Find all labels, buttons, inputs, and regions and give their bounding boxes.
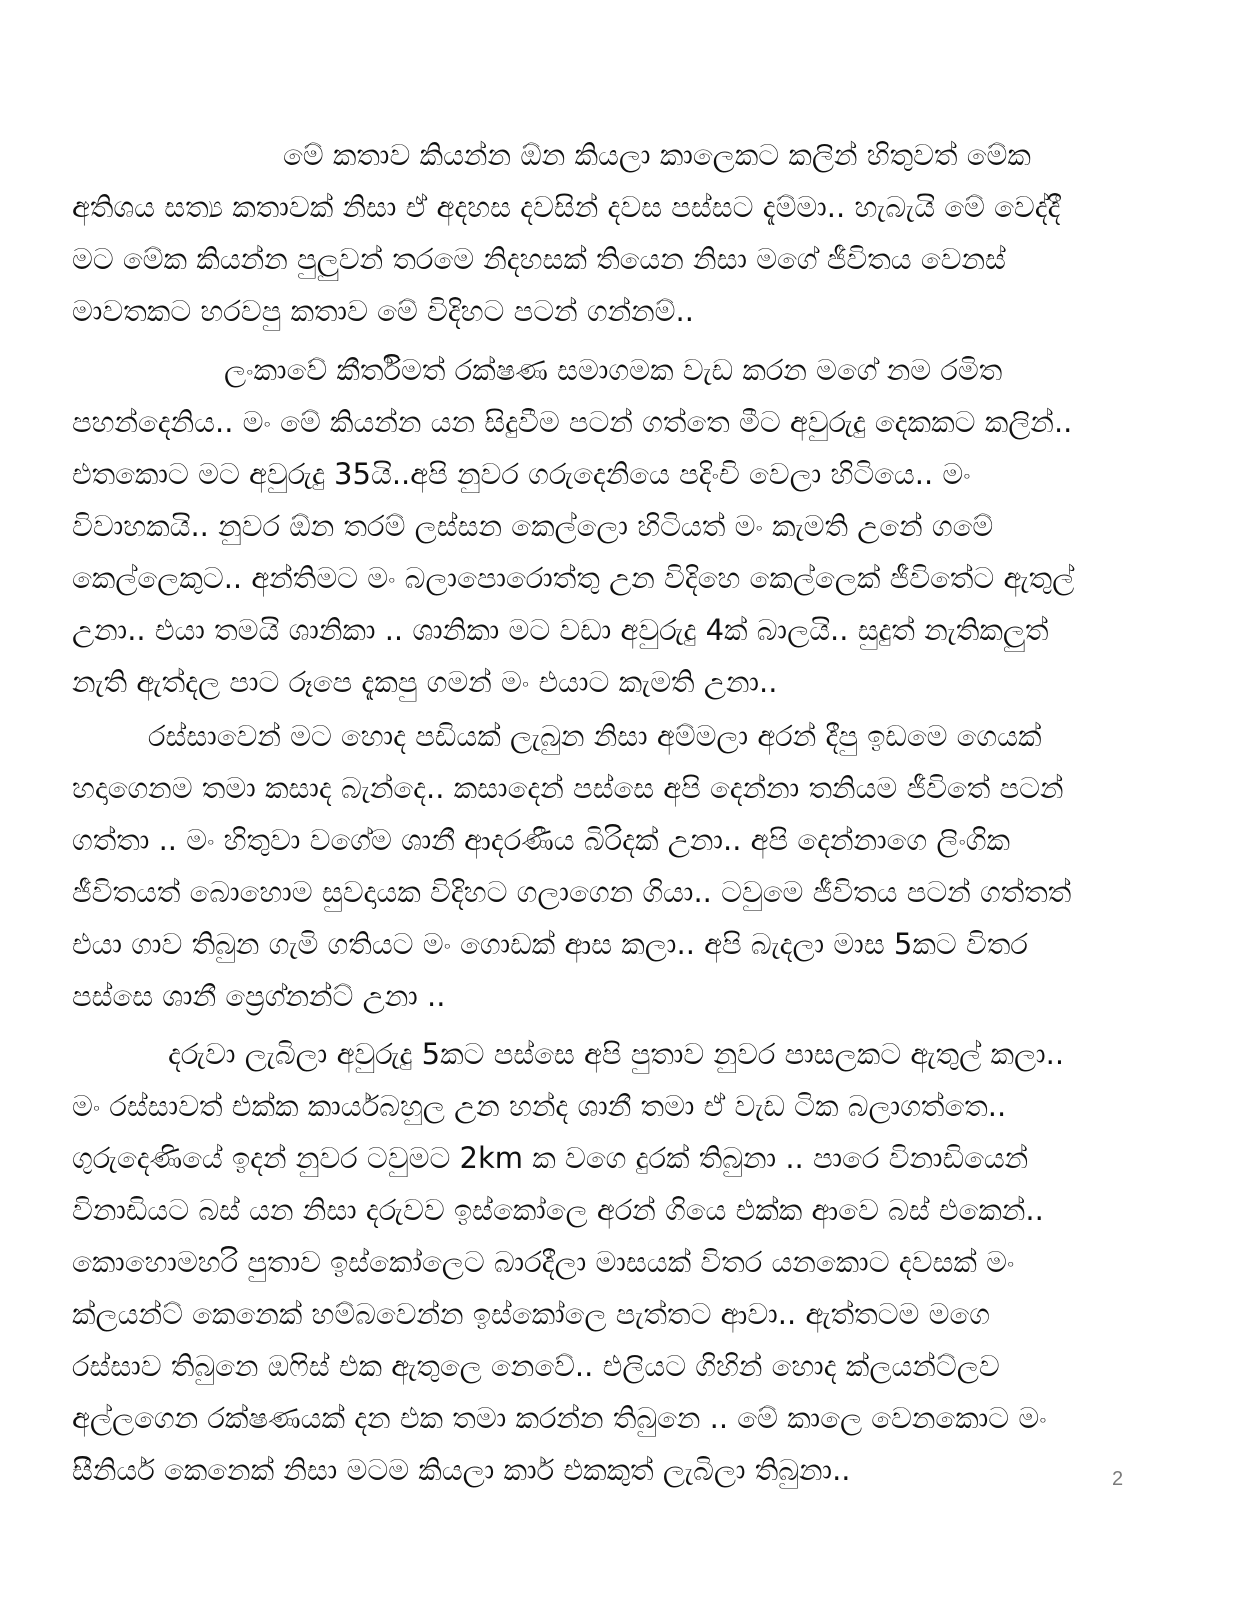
paragraph-4-line-6: ක්ලයන්ට් කෙනෙක් හම්බවෙන්න ඉස්කෝලෙ පැත්තට ආවා.. ඇත්තටම මගෙ (72, 1297, 990, 1331)
paragraph-3-line-2: හදාගෙනම තමා කසාද බැන්දෙ.. කසාදෙන් පස්සෙ අපි දෙන්නා තනියම ජීවිතේ පටන් (72, 771, 1064, 805)
paragraph-3-line-5: එයා ගාව තිබුන ගැමි ගතියට මං ගොඩක් ආස කලා.. අපි බැදලා මාස 5කට විතර (72, 927, 1028, 961)
paragraph-2-line-4: විවාහකයි.. නුවර ඕන තරම් ලස්සන කෙල්ලො හිටියත් මං කැමති උනේ ගමේ (72, 509, 994, 543)
paragraph-4-line-3: ගුරුදෙණියේ ඉදන් නුවර ටවුමට 2km ක වගෙ දුරක් තිබුනා .. පාරෙ විනාඩියෙන් (72, 1141, 1029, 1175)
paragraph-1-line-2: අතිශය සත්‍ය කතාවක් නිසා ඒ අදහස දවසින් දවස පස්සට දැම්මා.. හැබැයි මේ වෙද්දී (72, 190, 1061, 224)
paragraph-3-line-6: පස්සෙ ශානී ප්‍රෙග්නන්ට් උනා .. (72, 979, 446, 1013)
paragraph-4-line-5: කොහොමහරි පුතාව ඉස්කෝලෙට බාරදීලා මාසයක් විතර යනකොට දවසක් මං (72, 1245, 1015, 1279)
paragraph-4-line-9: සීනියර් කෙනෙක් නිසා මටම කියලා කාර් එකකුත් ලැබිලා තිබුනා.. (72, 1453, 851, 1487)
paragraph-2-line-1: ලංකාවේ කීර්තිමත් රක්ෂණ සමාගමක වැඩ කරන මගේ නම රමිත (224, 353, 1003, 387)
paragraph-4-line-2: මං රස්සාවත් එක්ක කාර්යබහුල උන හන්ද ශානී තමා ඒ වැඩ ටික බලාගත්තෙ.. (72, 1089, 1007, 1123)
paragraph-2-line-5: කෙල්ලෙකුට.. අන්තිමට මං බලාපොරොත්තු උන විදිහෙ කෙල්ලෙක් ජීවිතේට ඇතුල් (72, 561, 1075, 595)
paragraph-4-line-4: විනාඩියට බස් යන නිසා දරුවව ඉස්කෝලෙ අරන් ගියෙ එක්ක ආවෙ බස් එකෙන්.. (72, 1193, 1044, 1227)
paragraph-3-line-3: ගත්තා .. මං හිතුවා වගේම ශානී ආදරණීය බිරිදක් උනා.. අපි දෙන්නාගෙ ලිංගික (72, 823, 1011, 857)
paragraph-1-line-1: මේ කතාව කියන්න ඕන කියලා කාලෙකට කලින් හිතුවත් මේක (283, 138, 1031, 172)
paragraph-4-line-7: රස්සාව තිබුනෙ ඔෆිස් එක ඇතුලෙ නෙවේ.. එලියට ගිහින් හොද ක්ලයන්ට්ලව (72, 1349, 1000, 1383)
paragraph-3-line-1: රස්සාවෙන් මට හොද පඩියක් ලැබුන නිසා අම්මලා අරන් දීපු ඉඩමෙ ගෙයක් (148, 719, 1042, 753)
paragraph-2-line-7: නැති ඇත්දල පාට රූපෙ දැකපු ගමන් මං එයාට කැමති උනා.. (72, 665, 778, 699)
paragraph-2-line-3: එතකොට මට අවුරුදු 35යි..අපි නුවර ගරුදෙනියෙ පදිංචි වෙලා හිටියෙ.. මං (72, 457, 971, 491)
paragraph-2-line-2: පහන්දෙනිය.. මං මේ කියන්න යන සිදුවීම පටන් ගත්තෙ මීට අවුරුදු දෙකකට කලින්.. (72, 405, 1073, 439)
paragraph-4-line-8: අල්ලගෙන රක්ෂණයක් දන එක තමා කරන්න තිබුනෙ .. මේ කාලෙ වෙනකොට මං (72, 1401, 1047, 1435)
paragraph-1-line-4: මාවතකට හරවපු කතාව මේ විදිහට පටන් ගන්නම්.. (72, 294, 694, 328)
paragraph-1-line-3: මට මේක කියන්න පුලුවන් තරමෙ නිදහසක් තියෙන නිසා මගේ ජීවිතය වෙනස් (72, 242, 1006, 276)
page-number: 2 (1112, 1468, 1124, 1490)
paragraph-4-line-1: දරුවා ලැබිලා අවුරුදු 5කට පස්සෙ අපි පුතාව නුවර පාසලකට ඇතුල් කලා.. (168, 1037, 1065, 1071)
paragraph-3-line-4: ජීවිතයත් බොහොම සුවදායක විදිහට ගලාගෙන ගියා.. ටවුමෙ ජීවිතය පටන් ගත්තත් (72, 875, 1072, 909)
paragraph-2-line-6: උනා.. එයා තමයි ශානිකා .. ශානිකා මට වඩා අවුරුදු 4ක් බාලයි.. සුදුත් නැතිකලුත් (72, 613, 1049, 647)
